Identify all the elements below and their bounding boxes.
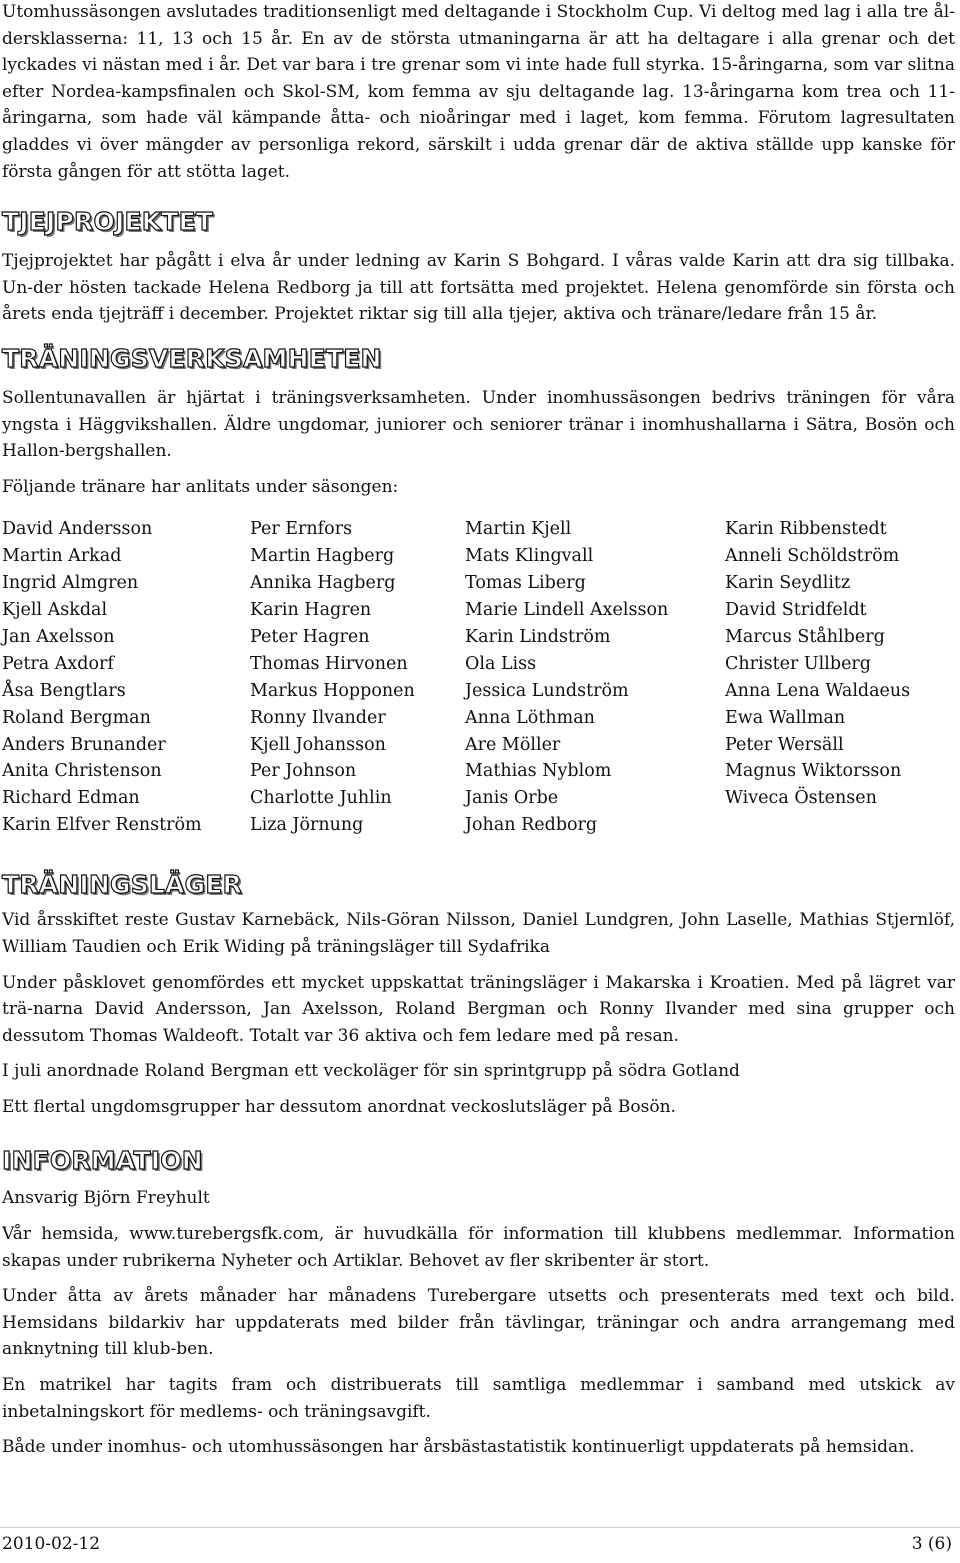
trainer-name: Anita Christenson <box>2 761 162 782</box>
trainer-name: Karin Seydlitz <box>725 573 851 594</box>
trainer-name: Anna Löthman <box>465 707 595 728</box>
page-number: 3 (6) <box>911 1534 952 1554</box>
traningslager-paragraph: Ett flertal ungdomsgrupper har dessutom anordnat veckoslutsläger på Bosön. <box>2 1096 676 1117</box>
trainer-name: Marcus Ståhlberg <box>725 626 885 647</box>
trainer-column-4 <box>725 516 910 812</box>
trainer-column-1 <box>2 516 202 839</box>
document-body <box>2 0 955 1461</box>
page-footer <box>2 1534 952 1558</box>
information-paragraph: Ansvarig Björn Freyhult <box>2 1188 210 1209</box>
trainer-list <box>2 516 955 836</box>
trainer-name: Ingrid Almgren <box>2 573 139 594</box>
trainer-name: Jan Axelsson <box>2 626 115 647</box>
trainer-name: Tomas Liberg <box>465 573 586 594</box>
tjejprojektet-paragraph: Tjejprojektet har pågått i elva år under ledning av Karin S Bohgard. I våras valde Karin att dra sig tillbaka. Un-der hösten tackade Helena Redborg ja till att fortsätta med projektet. Helena genomförde sin första och årets enda tjejträff i december. Projektet riktar sig till alla tjejer, aktiva och tränare/ledare från 15 år. <box>2 251 955 325</box>
heading-traningsverksamheten: TRÄNINGSVERKSAMHETEN <box>2 343 382 373</box>
heading-tjejprojektet: TJEJPROJEKTET <box>2 207 214 237</box>
section-tjejprojektet <box>2 207 955 328</box>
trainer-name: Per Johnson <box>250 761 357 782</box>
trainer-name: Roland Bergman <box>2 707 151 728</box>
trainer-name: Ronny Ilvander <box>250 707 386 728</box>
information-paragraph: Vår hemsida, www.turebergsfk.com, är huvudkälla för information till klubbens medlemmar. Information skapas under rubrikerna Nyheter och Artiklar. Behovet av fler skribenter är stort. <box>2 1224 955 1271</box>
trainer-name: Martin Arkad <box>2 546 122 567</box>
trainer-name: Martin Hagberg <box>250 546 395 567</box>
trainer-name: Karin Ribbenstedt <box>725 519 887 540</box>
footer-divider <box>0 1527 960 1528</box>
trainer-name: Thomas Hirvonen <box>250 653 408 674</box>
trainer-name: Richard Edman <box>2 788 140 809</box>
trainer-name: Mats Klingvall <box>465 546 594 567</box>
trainer-name: David Stridfeldt <box>725 600 867 621</box>
trainer-name: Marie Lindell Axelsson <box>465 600 669 621</box>
trainer-name: Anneli Schöldström <box>725 546 900 567</box>
trainer-name: Åsa Bengtlars <box>2 680 126 701</box>
heading-information: INFORMATION <box>2 1146 203 1176</box>
trainer-name: Mathias Nyblom <box>465 761 612 782</box>
section-traningsverksamheten <box>2 343 955 836</box>
traningslager-paragraph: I juli anordnade Roland Bergman ett veckoläger för sin sprintgrupp på södra Gotland <box>2 1061 740 1082</box>
footer-date: 2010-02-12 <box>2 1534 101 1554</box>
trainer-name: Annika Hagberg <box>250 573 396 594</box>
trainer-name: Jessica Lundström <box>465 680 629 701</box>
trainers-lead: Följande tränare har anlitats under säsongen: <box>2 476 399 497</box>
trainer-name: Karin Lindström <box>465 626 611 647</box>
trainer-name: Johan Redborg <box>465 815 598 836</box>
trainer-name: Karin Elfver Renström <box>2 815 202 836</box>
trainer-name: Wiveca Östensen <box>725 788 877 809</box>
trainer-name: Markus Hopponen <box>250 680 415 701</box>
trainer-name: Magnus Wiktorsson <box>725 761 902 782</box>
trainer-name: Kjell Johansson <box>250 734 386 755</box>
trainer-name: Ewa Wallman <box>725 707 846 728</box>
heading-traningslager: TRÄNINGSLÄGER <box>2 870 243 900</box>
trainer-name: Liza Jörnung <box>250 815 364 836</box>
trainer-name: Martin Kjell <box>465 519 572 540</box>
trainer-name: Charlotte Juhlin <box>250 788 392 809</box>
trainer-column-3 <box>465 516 668 839</box>
trainer-name: David Andersson <box>2 519 153 540</box>
trainer-name: Anders Brunander <box>2 734 166 755</box>
trainer-name: Christer Ullberg <box>725 653 871 674</box>
traningsverksamheten-paragraph: Sollentunavallen är hjärtat i träningsverksamheten. Under inomhussäsongen bedrivs träningen för våra yngsta i Häggvikshallen. Äldre ungdomar, juniorer och seniorer tränar i inomhushallarna i Sätra, Bosön och Hallon-bergshallen. <box>2 387 955 462</box>
trainer-name: Karin Hagren <box>250 600 372 621</box>
trainer-name: Kjell Askdal <box>2 600 108 621</box>
trainer-name: Janis Orbe <box>465 788 559 809</box>
trainer-name: Peter Wersäll <box>725 734 844 755</box>
section-information <box>2 1146 955 1460</box>
trainer-name: Peter Hagren <box>250 626 370 647</box>
section-traningslager <box>2 870 955 1120</box>
trainer-name: Petra Axdorf <box>2 653 114 674</box>
traningslager-paragraph: Under påsklovet genomfördes ett mycket uppskattat träningsläger i Makarska i Kroatien. Med på lägret var trä-narna David Andersson, Jan Axelsson, Roland Bergman och Ronny Ilvander med sina grupper och dessutom Thomas Waldeoft. Totalt var 36 aktiva och fem ledare med på resan. <box>2 972 955 1046</box>
intro-paragraph: Utomhussäsongen avslutades traditionsenligt med deltagande i Stockholm Cup. Vi deltog med lag i alla tre ål-dersklasserna: 11, 13 och 15 år. En av de största utmaningarna är att ha deltagare i alla grenar och det lyckades vi nästan med i år. Det var bara i tre grenar som vi inte hade full styrka. 15-åringarna, som var slitna efter Nordea-kampsfinalen och Skol-SM, kom femma av sju deltagande lag. 13-åringarna kom trea och 11-åringarna, som hade väl kämpande åtta- och nioåringar med i laget, kom femma. Förutom lagresultaten gladdes vi över mängder av personliga rekord, särskilt i udda grenar där de aktiva ställde upp kanske för första gången för att stötta laget. <box>2 2 955 182</box>
trainer-name: Are Möller <box>465 734 561 755</box>
traningslager-paragraph: Vid årsskiftet reste Gustav Karnebäck, Nils-Göran Nilsson, Daniel Lundgren, John Laselle, Mathias Stjernlöf, William Taudien och Erik Widing på träningsläger till Sydafrika <box>2 910 955 957</box>
trainer-name: Ola Liss <box>465 653 537 674</box>
trainer-name: Per Ernfors <box>250 519 353 540</box>
information-paragraph: En matrikel har tagits fram och distribuerats till samtliga medlemmar i samband med utskick av inbetalningskort för medlems- och träningsavgift. <box>2 1375 955 1422</box>
information-paragraph: Under åtta av årets månader har månadens Turebergare utsetts och presenterats med text och bild. Hemsidans bildarkiv har uppdaterats med bilder från tävlingar, träningar och andra arrangemang med anknytning till klub-ben. <box>2 1286 955 1360</box>
information-paragraph: Både under inomhus- och utomhussäsongen har årsbästastatistik kontinuerligt uppdaterats på hemsidan. <box>2 1437 915 1458</box>
trainer-column-2 <box>250 516 415 839</box>
trainer-name: Anna Lena Waldaeus <box>725 680 911 701</box>
